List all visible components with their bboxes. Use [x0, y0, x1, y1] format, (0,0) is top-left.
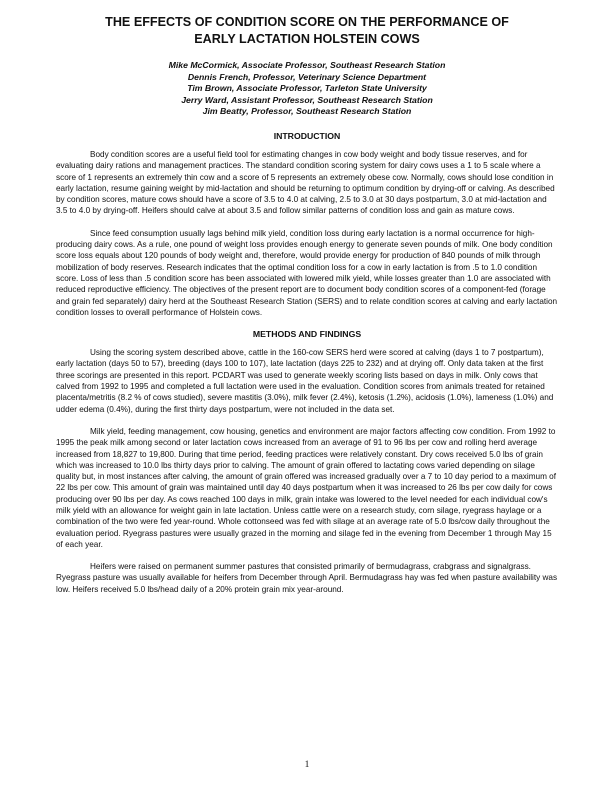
page-number: 1 [304, 760, 310, 770]
author-line: Mike McCormick, Associate Professor, Southeast Research Station [168, 60, 446, 70]
title-line-1: THE EFFECTS OF CONDITION SCORE ON THE PERFORMANCE OF [105, 15, 509, 29]
methods-paragraph: Milk yield, feeding management, cow housing, genetics and environment are major factors affecting cow condition. From 1992 to 1995 the peak milk among second or later lactation cows increased from an average of 91 to 96 lbs per cow and rolling herd average increased from 18,827 to 19,800. During that time period, feeding practices were relatively constant. Dry cows received 5.0 lbs of grain which was increased to 10.0 lbs thirty days prior to calving. The amount of grain offered to lactating cows varied depending on silage quality but, in most instances after calving, the amount of grain offered was increased gradually over a 7 to 10 day period to a maximum of 22 lbs per cow. This amount of grain was maintained until day 40 days postpartum when it was increased to 26 lbs per cow daily for cows producing over 90 lbs per day. As cows reached 100 days in milk, grain intake was lowered to the level needed for each individual cow's milk yield with an allowance for weight gain in late lactation. Unless cattle were on a research study, corn silage, ryegrass haylage or a combination of the two were fed year-round. Whole cottonseed was fed with silage at an average rate of 5.0 lbs/cow daily throughout the evaluation period. Ryegrass pastures were usually grazed in the morning and silage fed in the evening from December 1 through May 15 of each year. [56, 426, 557, 549]
author-line: Jim Beatty, Professor, Southeast Research Station [202, 106, 412, 117]
author-line: Jerry Ward, Assistant Professor, Southeast Research Station [181, 94, 433, 105]
introduction-paragraph: Since feed consumption usually lags behind milk yield, condition loss during early lactation is a normal occurrence for high-producing dairy cows. As a rule, one pound of weight loss provides enough energy to generate seven pounds of milk. One body condition score loss equals about 120 pounds of body weight and, therefore, would provide energy for production of 840 pounds of milk through mobilization of body reserves. Research indicates that the optimal condition loss for a cow in early lactation is from .5 to 1.0 condition score. Loss of less than .5 condition score has been associated with lowered milk yield, while losses greater than 1.0 are associated with reduced reproductive efficiency. The objectives of the present report are to document body condition scores of a component-fed (forage and grain fed separately) dairy herd at the Southeast Research Station (SERS) and to relate condition scores at calving and early lactation condition losses to overall performance of Holstein cows. [56, 228, 558, 317]
methods-paragraph: Heifers were raised on permanent summer pastures that consisted primarily of bermudagrass, crabgrass and signalgrass. Ryegrass pasture was usually available for heifers from December through April. Bermudagrass hay was fed when pasture availability was low. Heifers received 5.0 lbs/head daily of a 20% protein grain mix year-around. [56, 562, 558, 594]
introduction-heading: INTRODUCTION [273, 130, 341, 141]
author-line: Dennis French, Professor, Veterinary Science Department [187, 71, 427, 82]
author-line: Tim Brown, Associate Professor, Tarleton State University [187, 83, 427, 94]
methods-paragraph: Using the scoring system described above, cattle in the 160-cow SERS herd were scored at calving (days 1 to 7 postpartum), early lactation (days 50 to 57), breeding (days 100 to 107), late lactation (days 225 to 232) and at drying off. Only data taken at the first three scorings are presented in this report. PCDART was used to generate weekly scoring lists based on days in milk. Only cows that calved from 1992 to 1995 and completed a full lactation were used in the evaluation. Condition scores from animals treated for retained placenta/metritis (8.2 % of cows studied), severe mastitis (3.0%), milk fever (2.4%), ketosis (1.2%), acidosis (1.0%), lameness (1.0%) and udder edema (0.4%), during the first thirty days postpartum, were not included in the data set. [56, 348, 554, 414]
introduction-paragraph: Body condition scores are a useful field tool for estimating changes in cow body weight and body tissue reserves, and for evaluating dairy rations and management practices. The standard condition scoring system for dairy cows uses a 1 to 5 scale where a score of 1 represents an extremely thin cow and a score of 5 represents an extremely obese cow. Normally, cows should lose condition in early lactation, resume gaining weight by mid-lactation and should be returning to optimum condition by drying-off or calving. As described by condition scores, mature cows should have a score of 3.5 to 4.0 at calving, 2.5 to 3.0 at 30 days postpartum, 3.0 at mid-lactation and 3.5 to 4.0 by drying-off. Heifers should calve at about 3.5 and follow similar patterns of condition loss and gain as mature cows. [56, 149, 555, 216]
page-title [56, 14, 558, 48]
methods-heading: METHODS AND FINDINGS [252, 329, 362, 340]
author-list [56, 60, 558, 118]
title-line-2: EARLY LACTATION HOLSTEIN COWS [194, 32, 420, 46]
